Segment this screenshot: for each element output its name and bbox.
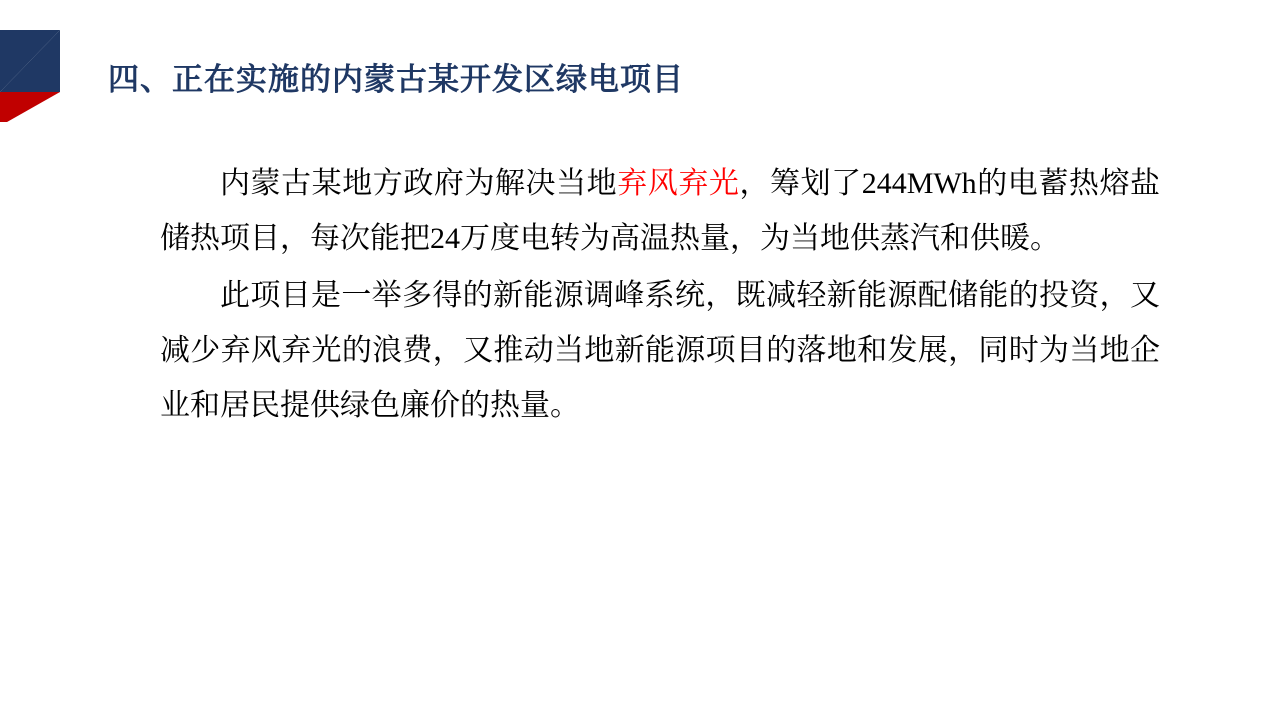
paragraph-1-part-1: 内蒙古某地方政府为解决当地 xyxy=(220,167,618,200)
paragraph-1-highlight: 弃风弃光 xyxy=(617,167,740,200)
slide-body xyxy=(160,156,1160,433)
page-title: 四、正在实施的内蒙古某开发区绿电项目 xyxy=(108,62,684,98)
paragraph-1-part-3: ，筹划了244MWh的电蓄热熔盐储热项目，每次能把24万度电转为高温热量，为当地供蒸汽和供暖。 xyxy=(160,167,1161,255)
paragraph-2-part-1: 此项目是一举多得的新能源调峰系统，既减轻新能源配储能的投资，又减少弃风弃光的浪费，又推动当地新能源项目的落地和发展，同时为当地企业和居民提供绿色廉价的热量。 xyxy=(160,279,1160,422)
page-title-row xyxy=(108,52,1168,108)
arrow-flag-decoration-icon xyxy=(0,30,74,122)
body-paragraph-1 xyxy=(160,156,1160,266)
body-paragraph-2 xyxy=(160,268,1160,433)
